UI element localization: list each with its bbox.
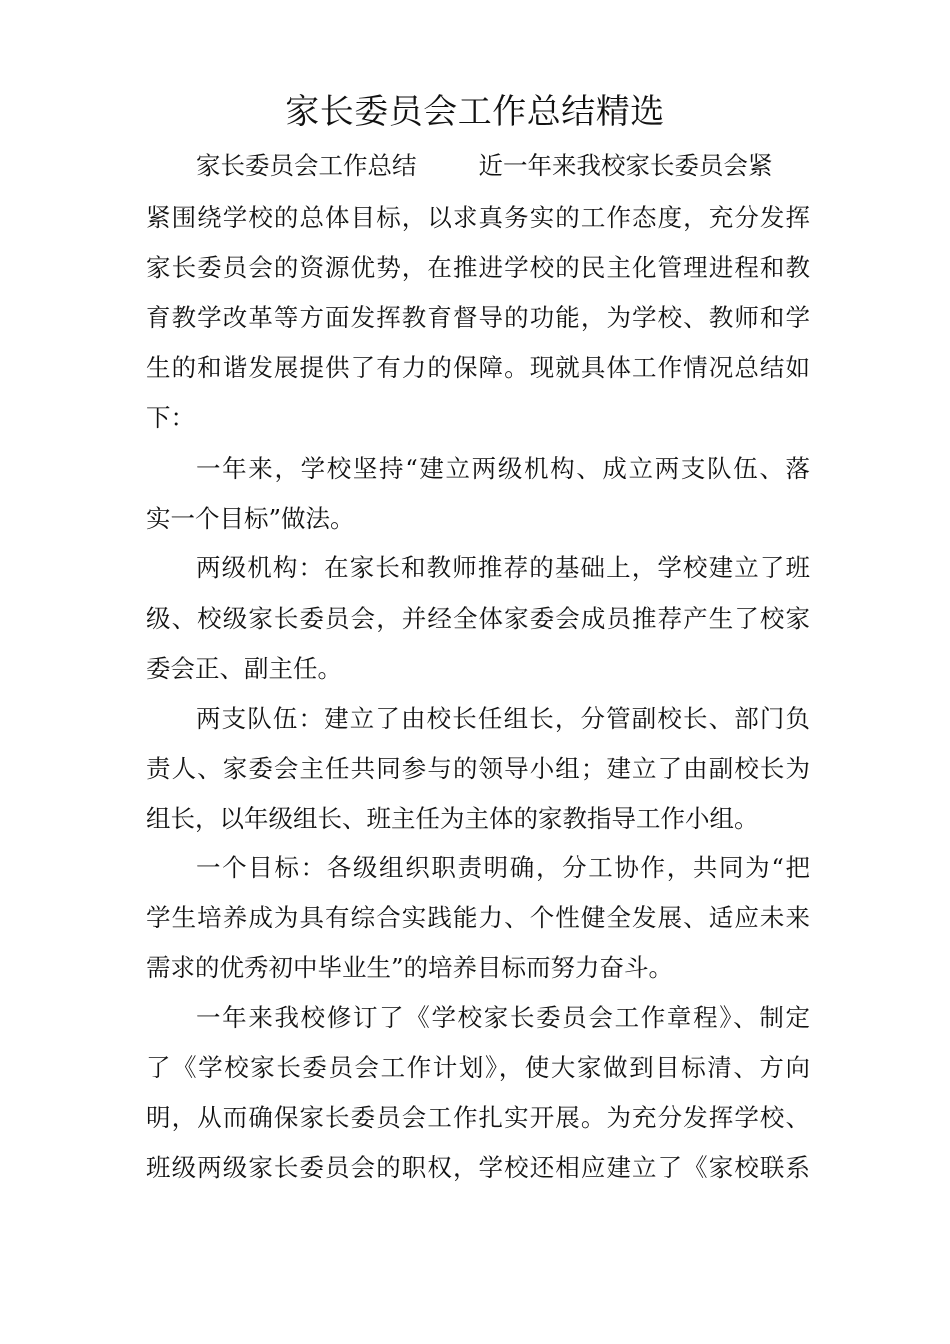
intro-line <box>196 146 810 186</box>
paragraph-start: 一年来我校修订了《学校家长委员会工作章程》、制定 <box>196 1003 810 1032</box>
paragraph-start: 两级机构：在家长和教师推荐的基础上，学校建立了班 <box>196 553 810 582</box>
intro-heading: 家长委员会工作总结 <box>196 151 417 180</box>
text-line: 明，从而确保家长委员会工作扎实开展。为充分发挥学校、 <box>146 1103 810 1132</box>
paragraph-start: 一年来，学校坚持“建立两级机构、成立两支队伍、落 <box>196 454 810 483</box>
text-line: 下： <box>146 403 195 432</box>
text-line: 生的和谐发展提供了有力的保障。现就具体工作情况总结如 <box>146 353 810 382</box>
text-line: 家长委员会的资源优势，在推进学校的民主化管理进程和教 <box>146 253 810 282</box>
text-line: 紧围绕学校的总体目标，以求真务实的工作态度，充分发挥 <box>146 203 810 232</box>
page-title: 家长委员会工作总结精选 <box>285 92 665 132</box>
paragraph-start: 一个目标：各级组织职责明确，分工协作，共同为“把 <box>196 853 810 882</box>
intro-text: 近一年来我校家长委员会紧 <box>478 151 773 180</box>
text-line: 需求的优秀初中毕业生”的培养目标而努力奋斗。 <box>146 953 674 982</box>
text-line: 级、校级家长委员会，并经全体家委会成员推荐产生了校家 <box>146 604 810 633</box>
text-line: 责人、家委会主任共同参与的领导小组；建立了由副校长为 <box>146 754 810 783</box>
text-line: 委会正、副主任。 <box>146 654 342 683</box>
text-line: 班级两级家长委员会的职权，学校还相应建立了《家校联系 <box>146 1153 810 1182</box>
text-line: 育教学改革等方面发挥教育督导的功能，为学校、教师和学 <box>146 303 810 332</box>
text-line: 了《学校家长委员会工作计划》，使大家做到目标清、方向 <box>146 1053 810 1082</box>
paragraph-start: 两支队伍：建立了由校长任组长，分管副校长、部门负 <box>196 704 810 733</box>
text-line: 学生培养成为具有综合实践能力、个性健全发展、适应未来 <box>146 903 810 932</box>
text-line: 实一个目标”做法。 <box>146 504 355 533</box>
text-line: 组长，以年级组长、班主任为主体的家教指导工作小组。 <box>146 804 759 833</box>
